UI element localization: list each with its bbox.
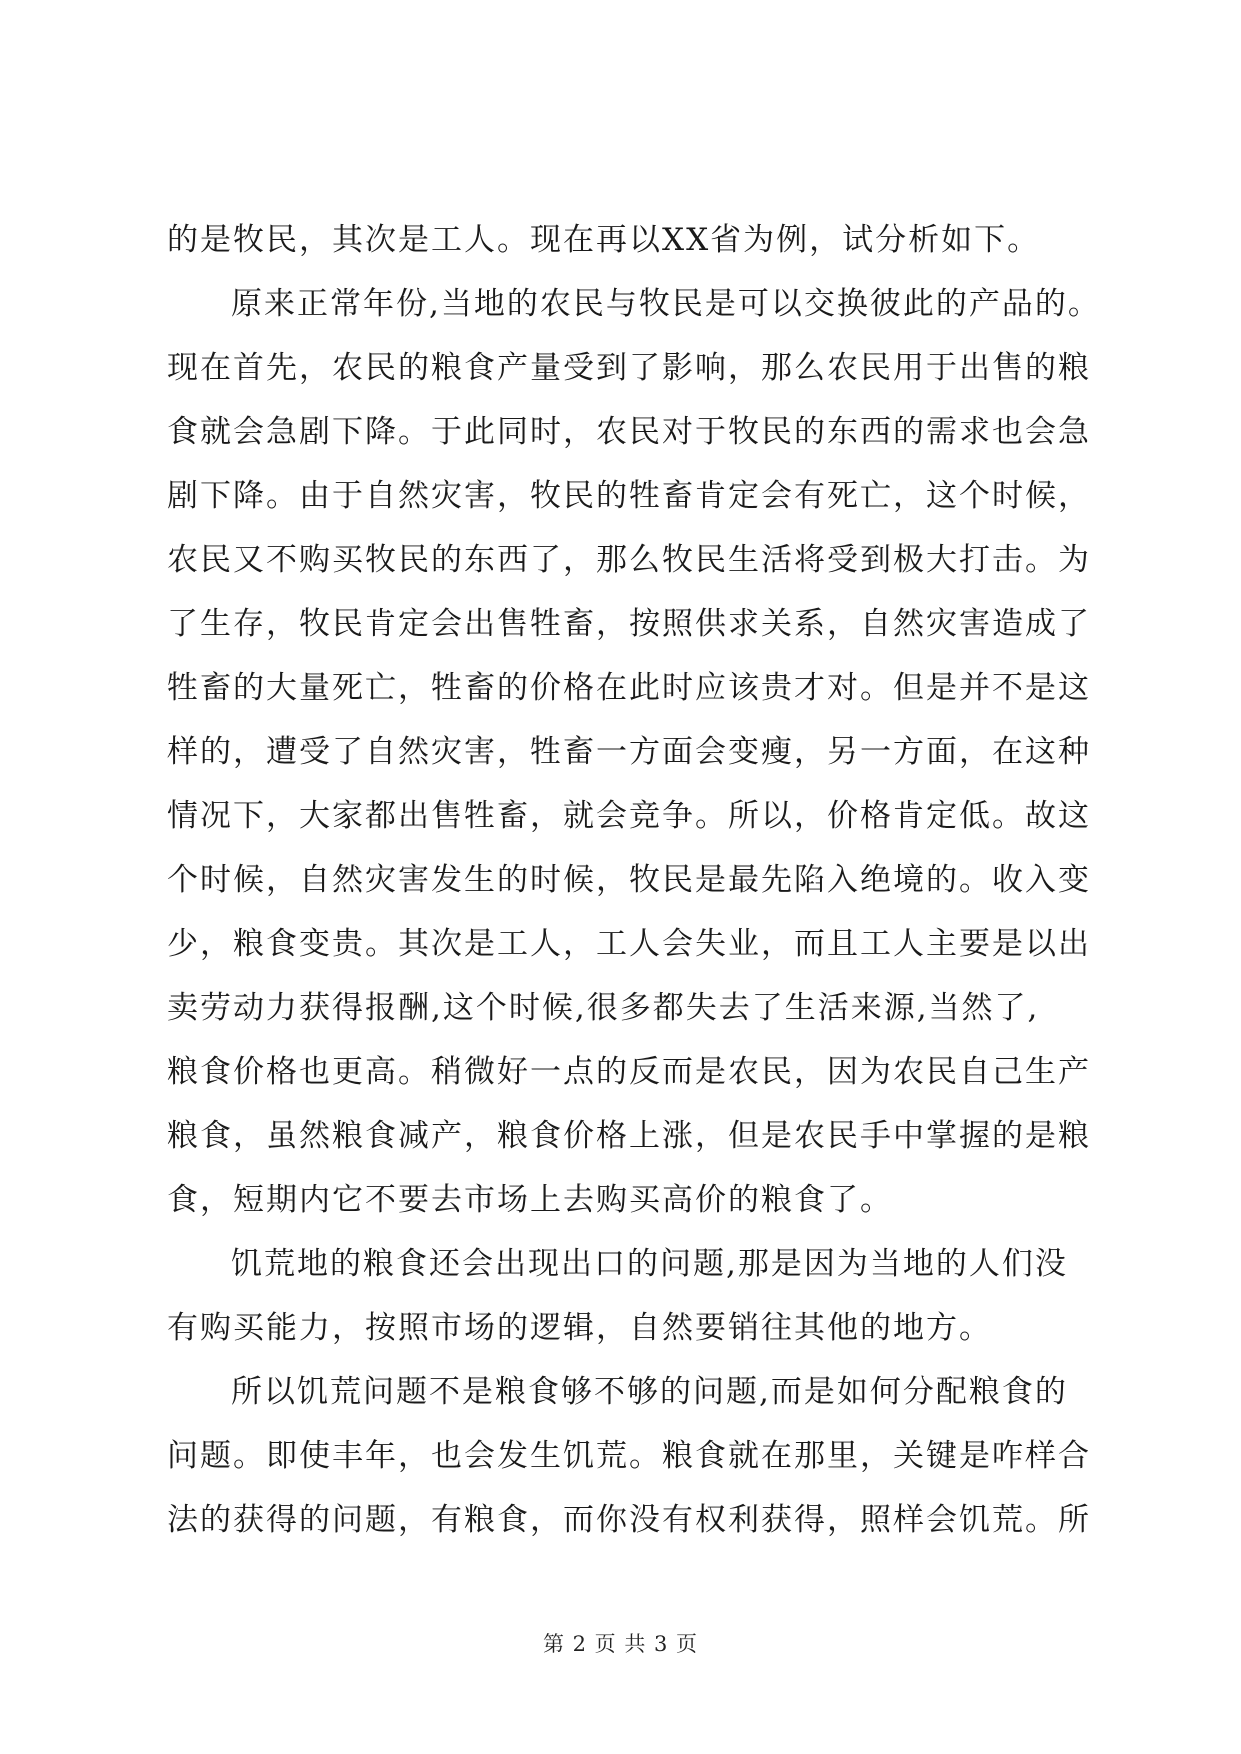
text-line: 有购买能力，按照市场的逻辑，自然要销往其他的地方。 [167,1310,992,1346]
text-line: 粮食价格也更高。稍微好一点的反而是农民，因为农民自己生产 [167,1054,1091,1090]
text-line: 个时候，自然灾害发生的时候，牧民是最先陷入绝境的。收入变 [167,862,1091,898]
text-line: 法的获得的问题，有粮食，而你没有权利获得，照样会饥荒。所 [167,1502,1091,1538]
text-line: 少，粮食变贵。其次是工人，工人会失业，而且工人主要是以出 [167,926,1091,962]
body-text [167,208,1101,1552]
text-line: 食就会急剧下降。于此同时，农民对于牧民的东西的需求也会急 [167,414,1091,450]
text-line: 现在首先，农民的粮食产量受到了影响，那么农民用于出售的粮 [167,350,1091,386]
text-line: 情况下，大家都出售牲畜，就会竞争。所以，价格肯定低。故这 [167,798,1091,834]
text-line: 了生存，牧民肯定会出售牲畜，按照供求关系，自然灾害造成了 [167,606,1091,642]
text-line: 剧下降。由于自然灾害，牧民的牲畜肯定会有死亡，这个时候， [167,478,1091,514]
text-line: 农民又不购买牧民的东西了，那么牧民生活将受到极大打击。为 [167,542,1091,578]
text-line: 样的，遭受了自然灾害，牲畜一方面会变瘦，另一方面，在这种 [167,734,1091,770]
text-line: 问题。即使丰年，也会发生饥荒。粮食就在那里，关键是咋样合 [167,1438,1091,1474]
text-line: 食，短期内它不要去市场上去购买高价的粮食了。 [167,1182,893,1218]
text-line: 的是牧民，其次是工人。现在再以XX省为例，试分析如下。 [167,222,1041,258]
paragraph-start-line: 原来正常年份,当地的农民与牧民是可以交换彼此的产品的。 [231,286,1101,322]
text-line: 粮食，虽然粮食减产，粮食价格上涨，但是农民手中掌握的是粮 [167,1118,1091,1154]
text-line: 卖劳动力获得报酬,这个时候,很多都失去了生活来源,当然了, [167,990,1040,1026]
page-number: 第 2 页 共 3 页 [542,1632,699,1656]
text-line: 牲畜的大量死亡，牲畜的价格在此时应该贵才对。但是并不是这 [167,670,1091,706]
page-footer [0,1628,1241,1658]
paragraph-start-line: 所以饥荒问题不是粮食够不够的问题,而是如何分配粮食的 [231,1374,1068,1410]
paragraph-start-line: 饥荒地的粮食还会出现出口的问题,那是因为当地的人们没 [231,1246,1068,1282]
